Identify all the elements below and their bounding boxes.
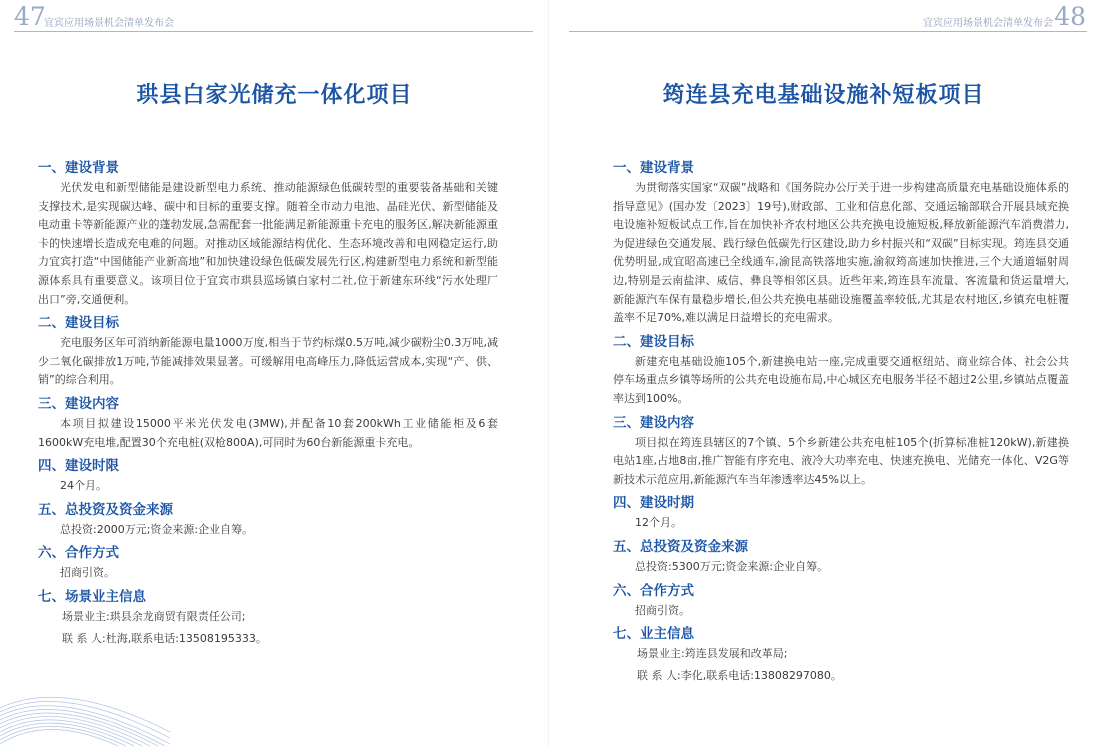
section-heading: 七、业主信息	[613, 626, 694, 643]
section-heading: 四、建设时期	[613, 495, 694, 512]
header-title: 宜宾应用场景机会清单发布会	[44, 18, 174, 29]
section-paragraph: 联 系 人:李化,联系电话:13808297080。	[637, 668, 842, 682]
header-title: 宜宾应用场景机会清单发布会	[923, 18, 1053, 29]
project-title: 筠连县充电基础设施补短板项目	[662, 83, 985, 108]
header-rule	[14, 31, 533, 32]
section-paragraph: 光伏发电和新型储能是建设新型电力系统、推动能源绿色低碳转型的重要装备基础和关键支撑技术,是实现碳达峰、碳中和目标的重要支撑。随着全市动力电池、晶硅光伏、新型储能及电动重卡等新能源产业的蓬勃发展,急需配套一批能满足新能源重卡充电的服务区,解决新能源重卡的快速增长造成充电难的问题。对推动区域能源结构优化、生态环境改善和电网稳定运行,助力宜宾打造“中国储能产业新高地”和加快建设绿色低碳发展先行区,构建新型电力系统和新型能源体系具有重要意义。该项目位于宜宾市珙县巡场镇白家村二社,位于新建东环线“污水处理厂出口”旁,交通便利。	[38, 181, 498, 306]
section-paragraph: 24个月。	[60, 479, 107, 493]
section-paragraph: 本项目拟建设15000平米光伏发电(3MW),并配备10套200kWh工业储能柜及6套1600kW充电堆,配置30个充电桩(双枪800A),可同时为60台新能源重卡充电。	[38, 416, 498, 449]
project-content	[613, 157, 1069, 688]
section-heading: 五、总投资及资金来源	[38, 501, 173, 518]
section-paragraph: 总投资:2000万元;资金来源:企业自筹。	[60, 522, 254, 536]
section-paragraph: 新建充电基础设施105个,新建换电站一座,完成重要交通枢纽站、商业综合体、社会公共停车场重点乡镇等场所的公共充电设施布局,中心城区充电服务半径不超过2公里,乡镇站点覆盖率达到100%。	[613, 354, 1069, 405]
section-paragraph: 场景业主:珙县余龙商贸有限责任公司;	[62, 609, 246, 623]
section-heading: 三、建设内容	[38, 395, 119, 412]
section-paragraph: 联 系 人:杜海,联系电话:13508195333。	[62, 631, 267, 645]
section-paragraph: 场景业主:筠连县发展和改革局;	[637, 647, 788, 661]
section-heading: 一、建设背景	[613, 160, 694, 176]
section-heading: 二、建设目标	[613, 333, 694, 350]
project-content	[38, 157, 498, 651]
section-paragraph: 为贯彻落实国家“双碳”战略和《国务院办公厅关于进一步构建高质量充电基础设施体系的指导意见》(国办发〔2023〕19号),财政部、工业和信息化部、交通运输部联合开展县域充换电设施补短板试点工作,旨在加快补齐农村地区公共充换电设施短板,释放新能源汽车消费潜力,为促进绿色交通发展、践行绿色低碳先行区建设,助力乡村振兴和“双碳”目标实现。筠连县交通优势明显,成宜昭高速已全线通车,渝昆高铁落地实施,渝叙筠高速加快推进,三个大通道辐射周边,特别是云南盐津、威信、彝良等相邻区县。近些年来,筠连县车流量、客流量和货运量增大,新能源汽车保有量稳步增长,但公共充换电基础设施覆盖率较低,尤其是农村地区,乡镇充电桩覆盖率不足70%,难以满足日益增长的充电需求。	[613, 181, 1069, 325]
project-title: 珙县白家光储充一体化项目	[136, 83, 413, 108]
page-number: 47	[14, 2, 46, 31]
section-heading: 六、合作方式	[613, 582, 694, 599]
section-paragraph: 招商引资。	[60, 566, 115, 580]
section-heading: 一、建设背景	[38, 160, 119, 176]
section-paragraph: 项目拟在筠连县辖区的7个镇、5个乡新建公共充电桩105个(折算标准桩120kW),新建换电站1座,占地8亩,推广智能有序充电、液冷大功率充电、快速充换电、光储充一体化、V2G等新技术示范应用,新能源汽车当年渗透率达45%以上。	[613, 435, 1069, 486]
section-heading: 五、总投资及资金来源	[613, 538, 748, 555]
page-number: 48	[1054, 2, 1086, 31]
section-heading: 七、场景业主信息	[38, 588, 146, 605]
section-paragraph: 招商引资。	[635, 603, 690, 617]
right-page	[549, 0, 1098, 746]
section-heading: 四、建设时限	[38, 458, 119, 475]
section-paragraph: 12个月。	[635, 516, 682, 530]
header-rule	[569, 31, 1087, 32]
section-heading: 二、建设目标	[38, 315, 119, 332]
section-heading: 六、合作方式	[38, 545, 119, 562]
section-paragraph: 总投资:5300万元;资金来源:企业自筹。	[635, 559, 829, 573]
section-paragraph: 充电服务区年可消纳新能源电量1000万度,相当于节约标煤0.5万吨,减少碳粉尘0.3万吨,减少二氧化碳排放1万吨,节能减排效果显著。可缓解用电高峰压力,降低运营成本,实现“产、供、销”的综合利用。	[38, 336, 498, 387]
section-heading: 三、建设内容	[613, 414, 694, 431]
wave-lines-decoration	[0, 656, 170, 746]
